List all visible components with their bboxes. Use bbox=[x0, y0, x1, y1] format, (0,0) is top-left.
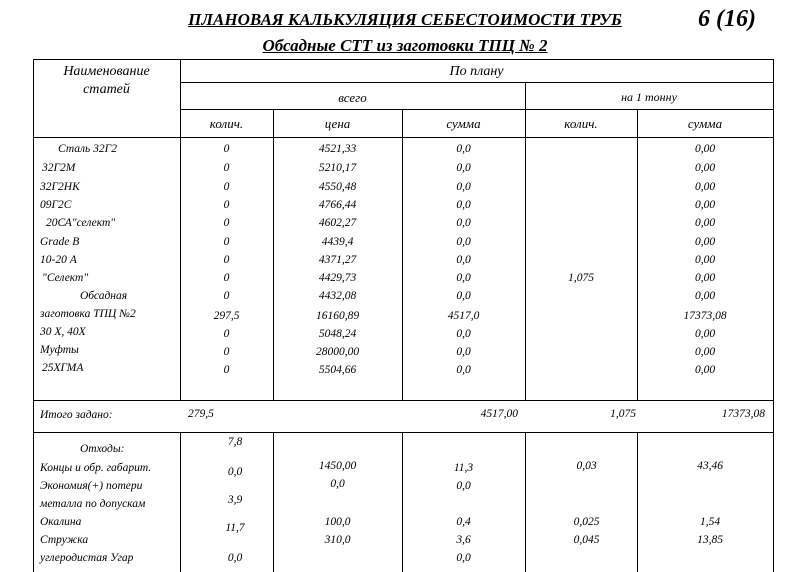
page-title: ПЛАНОВАЯ КАЛЬКУЛЯЦИЯ СЕБЕСТОИМОСТИ ТРУБ bbox=[188, 10, 622, 29]
material-sum: 0,0 bbox=[456, 236, 471, 248]
waste-sum-per-ton: 1,54 bbox=[699, 516, 721, 528]
price-column-border-lower bbox=[402, 432, 403, 572]
material-sum-per-ton: 17373,08 bbox=[683, 310, 727, 322]
waste-sum: 3,6 bbox=[456, 534, 471, 546]
material-price: 4766,44 bbox=[318, 199, 357, 211]
material-qty: 297,5 bbox=[213, 310, 240, 322]
totals-label: Итого задано: bbox=[40, 409, 113, 421]
material-price: 4371,27 bbox=[318, 254, 357, 266]
right-border bbox=[773, 59, 774, 572]
waste-name: Концы и обр. габарит. bbox=[40, 462, 152, 474]
material-sum-per-ton: 0,00 bbox=[694, 290, 716, 302]
material-sum-per-ton: 0,00 bbox=[694, 162, 716, 174]
material-sum: 0,0 bbox=[456, 272, 471, 284]
page-number: 6 (16) bbox=[698, 6, 756, 32]
material-qty: 0 bbox=[223, 272, 230, 284]
waste-qty: 11,7 bbox=[225, 522, 245, 534]
material-sum: 0,0 bbox=[456, 290, 471, 302]
material-name: Обсадная bbox=[80, 290, 128, 302]
material-qty: 0 bbox=[223, 328, 230, 340]
header-qty-per-ton: колич. bbox=[564, 116, 598, 131]
waste-qty: 0,0 bbox=[227, 466, 243, 478]
material-sum: 0,0 bbox=[456, 328, 471, 340]
material-name: "Селект" bbox=[42, 272, 89, 284]
material-sum: 0,0 bbox=[456, 199, 471, 211]
material-price: 4550,48 bbox=[318, 181, 357, 193]
sum-column-border-lower bbox=[525, 432, 526, 572]
material-sum: 0,0 bbox=[456, 143, 471, 155]
material-price: 5048,24 bbox=[318, 328, 357, 340]
material-name: Grade B bbox=[40, 236, 80, 248]
header-qty: колич. bbox=[209, 116, 244, 131]
material-price: 4521,33 bbox=[318, 143, 357, 155]
material-sum-per-ton: 0,00 bbox=[694, 272, 716, 284]
header-price: цена bbox=[324, 116, 351, 131]
material-sum: 4517,0 bbox=[447, 310, 480, 322]
material-name: 32Г2М bbox=[42, 162, 76, 174]
left-border bbox=[33, 59, 34, 572]
material-price: 16160,89 bbox=[315, 310, 360, 322]
material-sum: 0,0 bbox=[456, 217, 471, 229]
subheader-divider bbox=[180, 109, 773, 110]
totals-sum: 4517,00 bbox=[480, 408, 518, 420]
materials-qty-per-ton: 1,075 bbox=[568, 272, 594, 284]
header-name-line2: статей bbox=[83, 82, 130, 97]
material-qty: 0 bbox=[223, 162, 230, 174]
material-qty: 0 bbox=[223, 217, 230, 229]
material-sum-per-ton: 0,00 bbox=[694, 254, 716, 266]
waste-name: металла по допускам bbox=[40, 498, 146, 510]
material-sum: 0,0 bbox=[456, 162, 471, 174]
waste-name: Стружка bbox=[40, 534, 89, 546]
waste-sum: 0,0 bbox=[456, 480, 471, 492]
page-subtitle: Обсадные СТТ из заготовки ТПЦ № 2 bbox=[262, 36, 548, 55]
waste-qty-per-ton: 0,03 bbox=[576, 460, 597, 472]
material-name: 10-20 А bbox=[40, 254, 77, 266]
waste-qty-per-ton: 0,045 bbox=[573, 534, 600, 546]
waste-price: 0,0 bbox=[330, 478, 345, 490]
waste-sum: 0,0 bbox=[456, 552, 471, 564]
waste-name: Экономия(+) потери bbox=[40, 480, 143, 492]
waste-qty: 3,9 bbox=[227, 494, 243, 506]
waste-title: Отходы: bbox=[80, 443, 125, 455]
material-name: 25ХГМА bbox=[42, 362, 84, 374]
header-bottom-border bbox=[33, 137, 773, 138]
waste-name: Окалина bbox=[40, 516, 82, 528]
material-sum-per-ton: 0,00 bbox=[694, 199, 716, 211]
material-price: 4602,27 bbox=[318, 217, 357, 229]
material-sum-per-ton: 0,00 bbox=[694, 364, 716, 376]
waste-name: углеродистая Угар bbox=[40, 552, 134, 564]
material-qty: 0 bbox=[223, 199, 230, 211]
header-per-ton: на 1 тонну bbox=[621, 90, 677, 104]
waste-sum-per-ton: 13,85 bbox=[697, 534, 723, 546]
material-price: 28000,00 bbox=[315, 346, 360, 358]
material-name: Сталь 32Г2 bbox=[58, 143, 117, 155]
material-qty: 0 bbox=[223, 254, 230, 266]
material-sum-per-ton: 0,00 bbox=[694, 143, 716, 155]
material-name: 30 Х, 40Х bbox=[40, 326, 86, 338]
materials-bottom-border bbox=[33, 400, 773, 401]
waste-price: 1450,00 bbox=[318, 460, 357, 472]
qty2-column-border-lower bbox=[637, 432, 638, 572]
material-price: 5504,66 bbox=[318, 364, 357, 376]
totals-qty-per-ton: 1,075 bbox=[610, 408, 636, 420]
material-sum: 0,0 bbox=[456, 181, 471, 193]
material-sum-per-ton: 0,00 bbox=[694, 181, 716, 193]
header-total: всего bbox=[338, 90, 367, 105]
header-sum: сумма bbox=[446, 116, 481, 131]
header-plan: По плану bbox=[449, 64, 504, 79]
material-qty: 0 bbox=[223, 290, 230, 302]
waste-price: 100,0 bbox=[324, 516, 351, 528]
material-price: 4439,4 bbox=[321, 236, 354, 248]
material-sum-per-ton: 0,00 bbox=[694, 236, 716, 248]
waste-qty: 0,0 bbox=[227, 552, 243, 564]
material-qty: 0 bbox=[223, 143, 230, 155]
material-sum: 0,0 bbox=[456, 254, 471, 266]
material-sum: 0,0 bbox=[456, 364, 471, 376]
waste-qty: 7,8 bbox=[227, 436, 243, 448]
totals-bottom-border bbox=[33, 432, 773, 433]
table-top-border bbox=[33, 59, 773, 60]
material-name: 20СА"селект" bbox=[46, 217, 116, 229]
material-qty: 0 bbox=[223, 346, 230, 358]
header-name-line1: Наименование bbox=[63, 64, 150, 79]
material-qty: 0 bbox=[223, 181, 230, 193]
material-qty: 0 bbox=[223, 236, 230, 248]
material-sum-per-ton: 0,00 bbox=[694, 328, 716, 340]
material-price: 4429,73 bbox=[318, 272, 357, 284]
material-sum-per-ton: 0,00 bbox=[694, 217, 716, 229]
waste-sum: 0,4 bbox=[456, 516, 471, 528]
plan-header-divider bbox=[180, 82, 773, 83]
waste-sum: 11,3 bbox=[453, 462, 474, 474]
waste-sum-per-ton: 43,46 bbox=[697, 460, 723, 472]
material-name: 09Г2С bbox=[40, 199, 72, 211]
waste-price: 310,0 bbox=[324, 534, 351, 546]
material-qty: 0 bbox=[223, 364, 230, 376]
material-name: заготовка ТПЦ №2 bbox=[40, 308, 136, 320]
material-price: 5210,17 bbox=[318, 162, 357, 174]
material-sum-per-ton: 0,00 bbox=[694, 346, 716, 358]
totals-sum-per-ton: 17373,08 bbox=[721, 408, 765, 420]
material-name: 32Г2НК bbox=[40, 181, 80, 193]
header-sum-per-ton: сумма bbox=[687, 116, 723, 131]
material-price: 4432,08 bbox=[318, 290, 357, 302]
waste-qty-per-ton: 0,025 bbox=[573, 516, 600, 528]
material-sum: 0,0 bbox=[456, 346, 471, 358]
totals-qty: 279,5 bbox=[188, 408, 214, 420]
material-name: Муфты bbox=[40, 344, 79, 356]
